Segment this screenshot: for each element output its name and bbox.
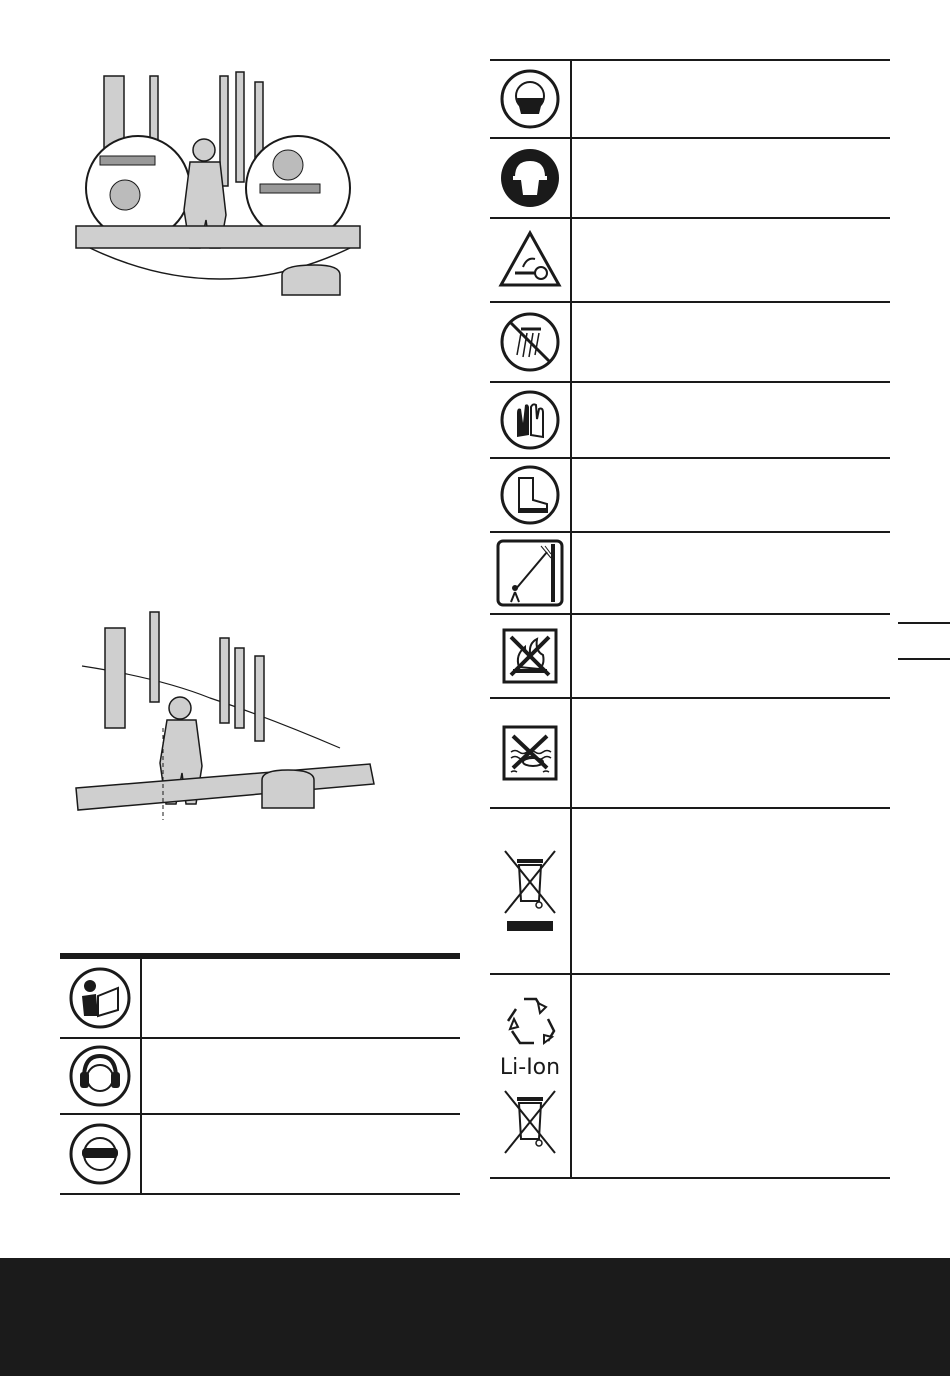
table-row [490, 61, 890, 139]
cutting-log-on-slope-illustration [70, 608, 380, 828]
table-row [490, 699, 890, 809]
table-row [490, 809, 890, 975]
ear-protection-icon [68, 1044, 132, 1108]
table-row [490, 975, 890, 1179]
kickback-warning-icon [497, 229, 563, 291]
edge-tab-marker [898, 622, 950, 624]
left-symbol-table [60, 953, 460, 1195]
recycle-icon [498, 989, 562, 1053]
eye-protection-icon [68, 1122, 132, 1186]
edge-tab-marker [898, 658, 950, 660]
pole-saw-overhead-icon [495, 538, 565, 608]
table-row [60, 1039, 460, 1115]
table-row [490, 139, 890, 219]
right-symbol-table [490, 59, 890, 1178]
dust-mask-icon [499, 68, 561, 130]
footer-band [0, 1258, 950, 1376]
table-row [490, 383, 890, 459]
table-row [60, 1115, 460, 1195]
read-manual-icon [68, 966, 132, 1030]
table-row [490, 615, 890, 699]
no-water-icon [499, 722, 561, 784]
safety-boots-icon [499, 464, 561, 526]
li-ion-label: Li-Ion [499, 1055, 561, 1080]
no-rain-icon [499, 311, 561, 373]
felling-log-on-ground-illustration [70, 70, 370, 305]
weee-bin-icon [499, 845, 561, 937]
table-row [490, 303, 890, 383]
table-row [490, 533, 890, 615]
head-protection-icon [499, 147, 561, 209]
table-row [490, 459, 890, 533]
table-row [60, 959, 460, 1039]
weee-bin-icon [499, 1089, 561, 1159]
gloves-icon [499, 389, 561, 451]
table-row [490, 219, 890, 303]
no-fire-icon [499, 625, 561, 687]
